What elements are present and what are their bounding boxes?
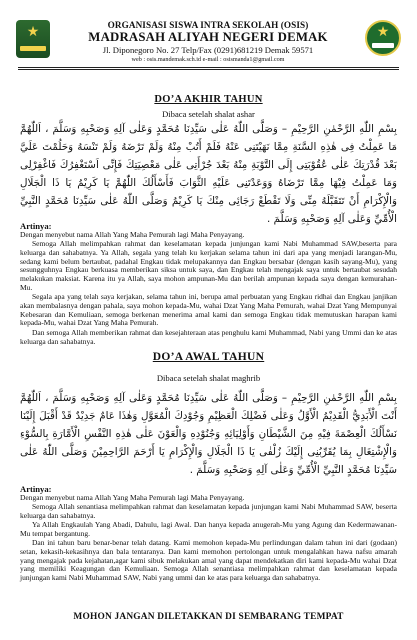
meaning-paragraph: Segala apa yang telah saya kerjakan, selama tahun ini, berupa amal perbuatan yang Engkau ridhai dan Engkau janjikan akan membalasnya dengan pahala, saya mohon kepada-Mu, wahai Dzat Yang Maha Pemurah, wahai Dzat Yang Mempunyai Kebesaran dan Kemuliaan, semoga berkenan menerima amal kami dan semoga Engkau tidak memutuskan harapan kami kepada-Mu, wahai Dzat Yang Maha Pemurah. [20, 292, 397, 328]
madrasah-logo: ★ [365, 20, 401, 56]
header-divider-thin [18, 69, 399, 70]
organization-name: ORGANISASI SISWA INTRA SEKOLAH (OSIS) [107, 20, 309, 30]
meaning-paragraph: Ya Allah Engkaulah Yang Abadi, Dahulu, lagi Awal. Dan hanya kepada anugerah-Mu yang Agung dan Kedermawanan-Mu tempat bergantung. [20, 520, 397, 538]
section-subtitle-awal-tahun: Dibaca setelah shalat maghrib [156, 373, 261, 383]
meaning-paragraph: Dengan menyebut nama Allah Yang Maha Pemurah lagi Maha Penyayang. [20, 230, 245, 239]
arabic-prayer-akhir-tahun: بِسْمِ اللّٰهِ الرَّحْمٰنِ الرَّحِيْمِ – وَصَلَّى اللّٰهُ عَلٰى سَيِّدِنَا مُحَمَّدٍ وَعَلٰى آلِهِ وَصَحْبِهِ وَسَلَّمَ ، اَللّٰهُمَّ مَا عَمِلْتُ فِى هٰذِهِ السَّنَةِ مِمَّا نَهَيْتَنِى عَنْهُ فَلَمْ أَتُبْ مِنْهُ وَلَمْ تَرْضَهُ وَلَمْ تَنْسَهُ وَحَلُمْتَ عَلَيَّ بَعْدَ قُدْرَتِكَ عَلٰى عُقُوْبَتِى إِلَى التَّوْبَةِ مِنْهُ بَعْدَ جُرْأَتِى عَلٰى مَعْصِيَتِكَ فَإِنِّى اَسْتَغْفِرُكَ فَاغْفِرْلِى وَمَا عَمِلْتُ فِيْهَا مِمَّا تَرْضَاهُ وَوَعَدْتَنِى عَلَيْهِ الثَّوَابَ فَأَسْأَلُكَ اللّٰهُمَّ يَا كَرِيْمُ يَا ذَا الْجَلَالِ وَالْإِكْرَامِ أَنْ تَتَقَبَّلَهُ مِنِّى وَلَا تَقْطَعْ رَجَائِى مِنْكَ يَا كَرِيْمُ وَصَلَّى اللّٰهُ عَلٰى سَيِّدِنَا مُحَمَّدٍ النَّبِيِّ الْأُمِّيِّ وَعَلٰى آلِهِ وَصَحْبِهِ وَسَلَّمَ . [20, 123, 397, 225]
footer-notice: MOHON JANGAN DILETAKKAN DI SEMBARANG TEMPAT [73, 612, 344, 622]
section-subtitle-akhir-tahun: Dibaca setelah shalat ashar [162, 109, 255, 119]
school-contact: web : osis.mandemak.sch.id e-mail : osismanda1@gmail.com [131, 56, 285, 63]
meaning-paragraph: Dengan menyebut nama Allah Yang Maha Pemurah lagi Maha Penyayang. [20, 493, 245, 502]
school-address: Jl. Diponegoro No. 27 Telp/Fax (0291)681219 Demak 59571 [102, 45, 314, 55]
arabic-prayer-awal-tahun: بِسْمِ اللّٰهِ الرَّحْمٰنِ الرَّحِيْمِ – وَصَلَّى اللّٰهُ عَلٰى سَيِّدِنَا مُحَمَّدٍ وَعَلٰى آلِهِ وَصَحْبِهِ وَسَلَّمَ ، اَللّٰهُمَّ أَنْتَ الْأَبَدِيُّ الْقَدِيْمُ الْأَوَّلُ وَعَلٰى فَضْلِكَ الْعَظِيْمِ وَجُوْدِكَ الْمُعَوَّلِ وَهٰذَا عَامٌ جَدِيْدٌ قَدْ أَقْبَلَ إِلَيْنَا نَسْأَلُكَ الْعِصْمَةَ فِيْهِ مِنَ الشَّيْطَانِ وَأَوْلِيَائِهِ وَجُنُوْدِهِ وَالْعَوْنَ عَلٰى هٰذِهِ النَّفْسِ الْأَمَّارَةِ بِالسُّوْءِ وَالْإِشْتِغَالِ بِمَا يُقَرِّبُنِى إِلَيْكَ زُلْفٰى يَا ذَا الْجَلَالِ وَالْإِكْرَامِ يَا أَرْحَمَ الرَّاحِمِيْنَ وَصَلَّى اللّٰهُ عَلٰى سَيِّدِنَا مُحَمَّدٍ النَّبِيِّ الْأُمِّيِّ وَعَلٰى آلِهِ وَصَحْبِهِ وَسَلَّمَ . [20, 392, 397, 476]
section-title-akhir-tahun: DO’A AKHIR TAHUN [154, 94, 263, 105]
osis-logo: ★ [16, 20, 50, 58]
header-divider [18, 67, 399, 68]
meaning-label-akhir-tahun: Artinya: [20, 221, 52, 231]
meaning-paragraph: Dan semoga Allah memberikan rahmat dan kesejahteraan atas penghulu kami Muhammad, Nabi yang Ummi dan ke atas keluarga dan sahabatnya. [20, 328, 397, 346]
meaning-paragraph: Semoga Allah melimpahkan rahmat dan keselamatan kepada junjungan kami Nabi Muhammad SAW,beserta para keluarga dan sahabatnya. Ya Allah, segala yang telah ku kerjakan selama tahun ini dari apa yang menjadi larangan-Mu, sedang kami belum bertaubat, padahal Engkau tidak melupakannya dan Engkau bersabar (dengan kasih sayang-Mu), yang sesungguhnya Engkau berkuasa memberikan siksa untuk saya, dan Engkau telah mengajak saya untuk bertaubat sesudah melakukan maksiat. Karena itu ya Allah, saya mohon ampunan-Mu dan berilah ampunan kepada saya dengan kemurahan-Mu. [20, 239, 397, 292]
section-title-awal-tahun: DO’A AWAL TAHUN [152, 351, 265, 363]
meaning-paragraph: Dan ini tahun baru benar-benar telah datang. Kami memohon kepada-Mu perlindungan dalam tahun ini dari (godaan) setan, kekasih-kekasihnya dan bala tentaranya. Dan kami memohon pertolongan untuk mengalahkan hawa nafsu amarah yang mengajak pada kejahatan,agar kami sibuk melakukan amal yang dapat mendekatkan diri kami kepada-Mu wahai Dzat yang memiliki Keagungan dan Kemuliaan. Semoga Allah senantiasa melimpahkan rahmat dan keselamatan kepada junjungan kami Nabi Muhammad SAW, Nabi yang ummi dan ke atas para keluarga dan sahabatnya. [20, 538, 397, 583]
meaning-paragraph: Semoga Allah senantiasa melimpahkan rahmat dan keselamatan kepada junjungan kami Nabi Muhammad SAW, beserta keluarga dan sahabatnya. [20, 502, 397, 520]
school-name: MADRASAH ALIYAH NEGERI DEMAK [88, 30, 328, 44]
meaning-label-awal-tahun: Artinya: [20, 484, 52, 494]
